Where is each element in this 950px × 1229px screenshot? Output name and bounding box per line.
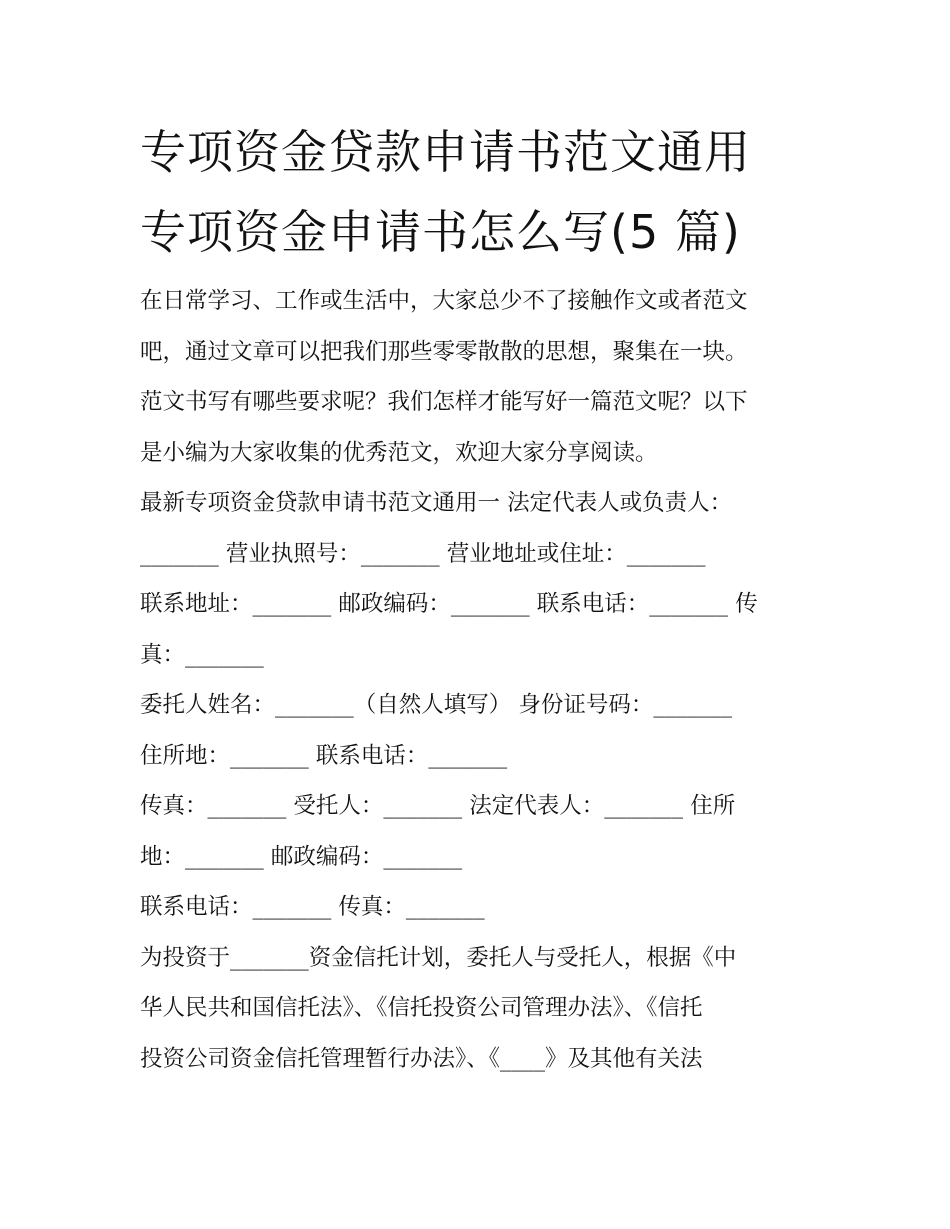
document-body <box>140 276 830 1084</box>
body-line: 吧，通过文章可以把我们那些零零散散的思想，聚集在一块。 <box>140 338 748 365</box>
body-line: 联系地址：_______ 邮政编码：_______ 联系电话：_______ 传 <box>140 591 758 617</box>
body-line: 投资公司资金信托管理暂行办法》、《____》及其他有关法 <box>140 1045 703 1072</box>
body-line: 真：_______ <box>140 641 264 668</box>
body-line: _______ 营业执照号：_______ 营业地址或住址：_______ <box>140 540 706 567</box>
body-line: 为投资于_______资金信托计划，委托人与受托人，根据《中 <box>140 944 737 971</box>
body-line: 是小编为大家收集的优秀范文，欢迎大家分享阅读。 <box>140 439 658 466</box>
body-line: 华人民共和国信托法》、《信托投资公司管理办法》、《信托 <box>140 995 703 1021</box>
body-line: 地：_______ 邮政编码：_______ <box>140 843 463 870</box>
title-line-1: 专项资金贷款申请书范文通用 <box>140 125 751 179</box>
title-line-2: 专项资金申请书怎么写(5 篇) <box>140 205 741 259</box>
body-line: 住所地：_______ 联系电话：_______ <box>140 742 508 769</box>
body-line: 在日常学习、工作或生活中，大家总少不了接触作文或者范文 <box>140 288 748 314</box>
document-title <box>140 112 840 272</box>
body-line: 委托人姓名：_______（自然人填写） 身份证号码：_______ <box>140 692 733 718</box>
body-line: 范文书写有哪些要求呢？我们怎样才能写好一篇范文呢？以下 <box>140 389 748 415</box>
body-line: 最新专项资金贷款申请书范文通用一 法定代表人或负责人： <box>140 490 733 516</box>
body-line: 联系电话：_______ 传真：_______ <box>140 894 485 920</box>
body-line: 传真：_______ 受托人：_______ 法定代表人：_______ 住所 <box>140 793 736 819</box>
